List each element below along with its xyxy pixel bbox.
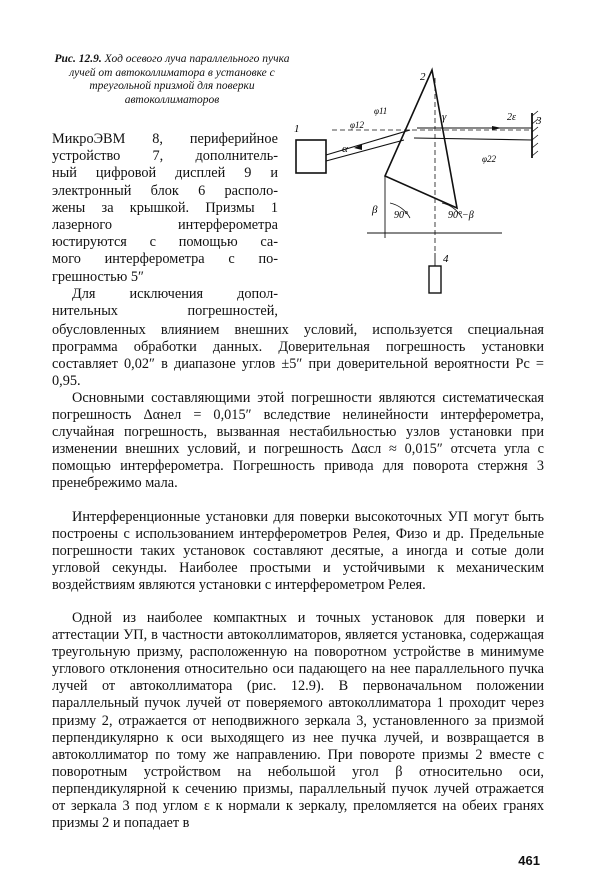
label-2eps: 2ε (507, 112, 516, 123)
autocollimator-1 (296, 140, 326, 173)
column-line: ный цифровой дисплей 9 и (52, 165, 278, 182)
column-line: МикроЭВМ 8, периферийное (52, 131, 278, 147)
figure-caption-text: Ход осевого луча параллельного пучка лучей от автоколлиматора в установке с треугольной призмой для поверки автоколлиматоров (69, 53, 290, 106)
paragraph-text: обусловленных влиянием внешних условий, используется специальная программа обработки данных. Доверительная погрешность установки составляет 0,02″ в диапазоне углов ±5″ при доверительной вероятности Pc = 0,95. (52, 322, 544, 390)
column-line: нительных погрешностей, (52, 303, 278, 320)
label-90: 90° (394, 210, 408, 221)
label-2: 2 (420, 71, 426, 83)
page-number: 461 (518, 853, 540, 868)
paragraph-4 (52, 610, 544, 832)
ray-incident (326, 130, 410, 161)
text-column (52, 131, 278, 320)
paragraph-3 (52, 509, 544, 594)
prism-setup-figure (292, 58, 562, 303)
paragraph-text: Основными составляющими этой погрешности являются систематическая погрешность Δαнел = 0,015″ вследствие нелинейности интерферометра, случайная погрешность, вызванная нестабильностью узлов установки при изменении внешних условий, и погрешность Δαсл ≈ 0,015″ отсчета угла с помощью интерферометра. Погрешность привода для поворота стержня 3 пренебрежимо мала. (52, 390, 544, 492)
paragraph-text: Интерференционные установки для поверки высокоточных УП могут быть построены с использованием интерферометров Релея, Физо и др. Предельные погрешности таких установок составляют десятые, а иногда и сотые доли угловой секунды. Наиболее простыми и устойчивыми к механическим воздействиям являются установки с интерферометром Релея. (52, 509, 544, 594)
column-line: мого интерферометра с по- (52, 251, 278, 268)
column-line: Для исключения допол- (72, 285, 278, 302)
column-line: электронный блок 6 располо- (52, 182, 278, 199)
label-phi11: φ11 (374, 106, 388, 116)
label-phi22: φ22 (482, 154, 496, 164)
label-90-beta: 90°−β (448, 210, 474, 221)
figure-caption (52, 53, 292, 107)
paragraph-1 (52, 322, 544, 390)
label-4: 4 (443, 253, 449, 265)
column-line: лазерного интерферометра (52, 217, 278, 234)
label-phi12: φ12 (350, 120, 364, 130)
label-beta: β (372, 204, 378, 216)
paragraph-2 (52, 390, 544, 493)
column-line: устройство 7, дополнитель- (52, 148, 278, 165)
part-4 (429, 266, 441, 293)
column-line: юстируются с помощью са- (52, 234, 278, 251)
column-line: грешностью 5″ (52, 268, 144, 285)
label-gamma: γ (442, 111, 447, 123)
figure-caption-label: Рис. 12.9. (54, 53, 102, 65)
paragraph-text: Одной из наиболее компактных и точных установок для поверки и аттестации УП, в частности автоколлиматоров, является установка, содержащая треугольную призму, расположенную на поворотном устройстве в минимуме углового отклонения относительно оси падающего на нее параллельного пучка лучей от автоколлиматора (рис. 12.9). В первоначальном положении параллельный пучок лучей от поверяемого автоколлиматора 1 проходит через призму 2, отражается от неподвижного зеркала 3, установленного за призмой перпендикулярно к оси выходящего из нее пучка лучей, и возвращается в автоколлиматор по тому же направлению. При повороте призмы 2 вместе с поворотным устройством на небольшой угол β относительно оси, перпендикулярной к сечению призмы, параллельный пучок лучей отражается от зеркала 3 под углом ε к нормали к зеркалу, преломляется на обеих гранях призмы 2 и попадает в (52, 610, 544, 832)
column-line: жены за крышкой. Призмы 1 (52, 199, 278, 216)
label-1: 1 (294, 123, 300, 135)
label-alpha: α (342, 143, 348, 155)
label-3: 3 (536, 115, 542, 127)
